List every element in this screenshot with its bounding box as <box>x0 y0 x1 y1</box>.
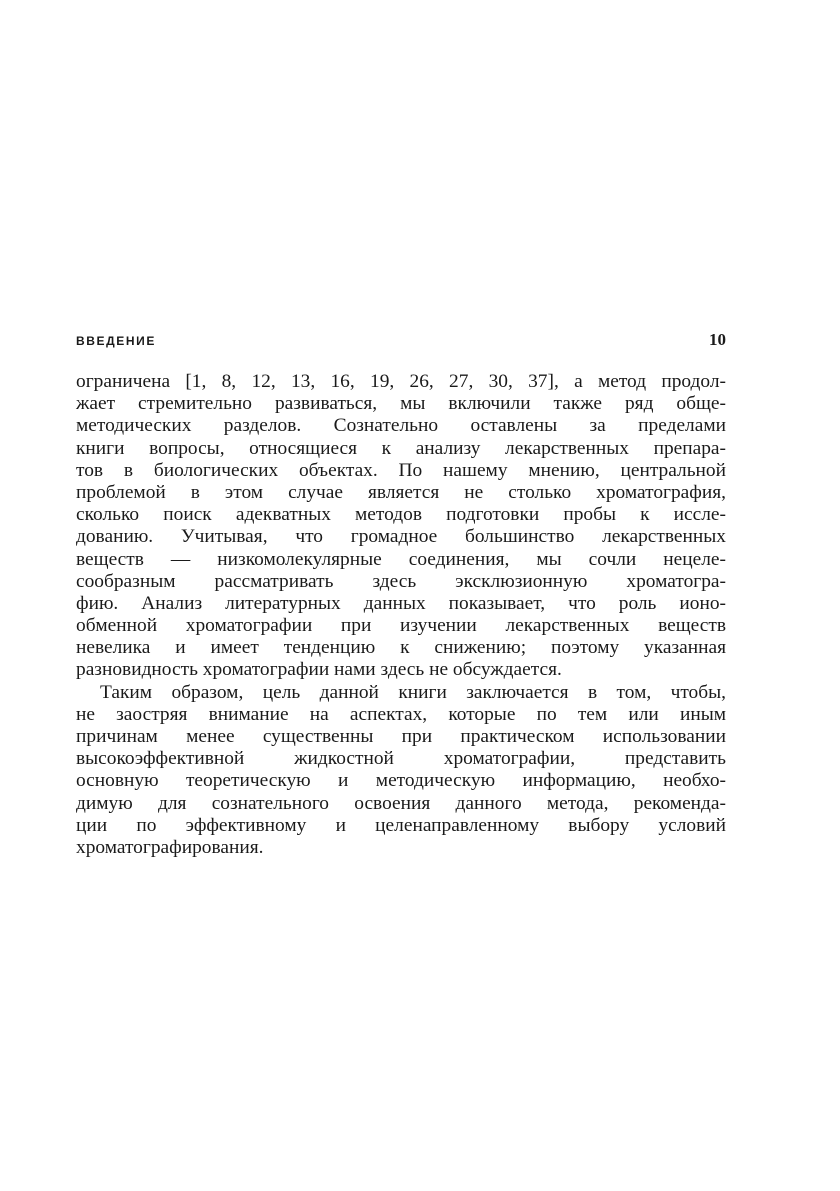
text-line: сообразным рассматривать здесь эксклюзионную хроматогра- <box>76 570 726 592</box>
text-line: методических разделов. Сознательно оставлены за пределами <box>76 415 726 437</box>
section-title: ВВЕДЕНИЕ <box>76 334 156 348</box>
running-header <box>76 330 726 354</box>
text-line: веществ — низкомолекулярные соединения, мы сочли нецеле- <box>76 548 726 570</box>
text-line: основную теоретическую и методическую информацию, необхо- <box>76 770 726 792</box>
text-line: причинам менее существенны при практическом использовании <box>76 726 726 747</box>
text-line: жает стремительно развиваться, мы включили также ряд обще- <box>76 393 726 415</box>
body-text <box>76 371 726 859</box>
page-number: 10 <box>709 330 726 349</box>
paragraph-2 <box>76 682 726 860</box>
text-line: не заостряя внимание на аспектах, которые по тем или иным <box>76 703 726 725</box>
text-line: сколько поиск адекватных методов подготовки пробы к иссле- <box>76 504 726 526</box>
text-line: димую для сознательного освоения данного метода, рекоменда- <box>76 792 726 814</box>
text-line: обменной хроматографии при изучении лекарственных веществ <box>76 615 726 637</box>
text-line: проблемой в этом случае является не столько хроматография, <box>76 481 726 503</box>
text-line: дованию. Учитывая, что громадное большинство лекарственных <box>76 526 726 548</box>
text-line: разновидность хроматографии нами здесь не обсуждается. <box>76 659 562 681</box>
text-line: ограничена [1, 8, 12, 13, 16, 19, 26, 27, 30, 37], а метод продол- <box>76 371 726 392</box>
text-line: высокоэффективной жидкостной хроматографии, представить <box>76 748 726 770</box>
paragraph-1 <box>76 371 726 682</box>
text-line: невелика и имеет тенденцию к снижению; поэтому указанная <box>76 637 726 659</box>
text-line: Таким образом, цель данной книги заключается в том, чтобы, <box>100 681 726 703</box>
text-line: хроматографирования. <box>76 836 264 858</box>
text-line: ции по эффективному и целенаправленному выбору условий <box>76 814 726 836</box>
text-line: фию. Анализ литературных данных показывает, что роль ионо- <box>76 592 726 614</box>
text-line: тов в биологических объектах. По нашему мнению, центральной <box>76 459 726 481</box>
text-line: книги вопросы, относящиеся к анализу лекарственных препара- <box>76 437 726 459</box>
